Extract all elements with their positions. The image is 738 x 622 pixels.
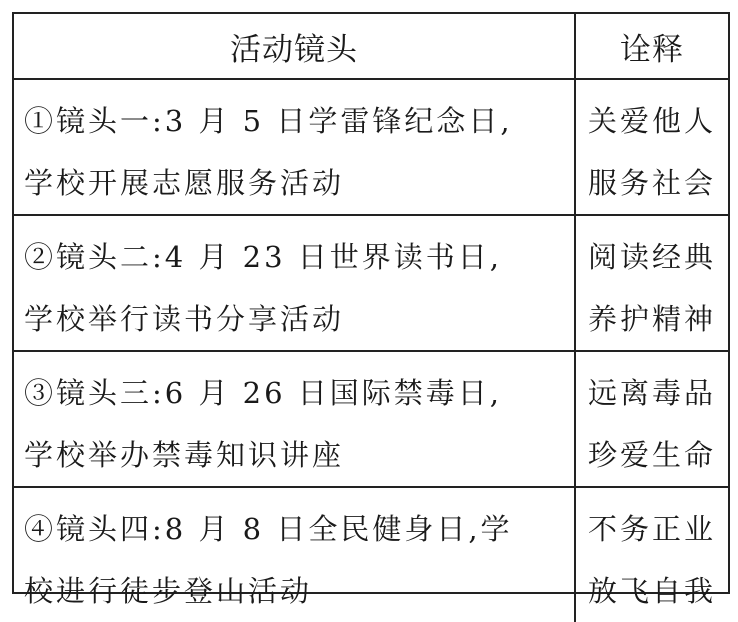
row-3-explanation-line-2: 珍爱生命: [587, 438, 716, 472]
row-4-explanation: [576, 488, 728, 622]
row-1-explanation-line-2: 服务社会: [587, 166, 716, 200]
row-2-explanation: [576, 216, 728, 352]
row-3-explanation: [576, 352, 728, 488]
row-3-activity-line-2: 学校举办禁毒知识讲座: [24, 438, 345, 472]
row-1-activity-line-1: ①镜头一:3 月 5 日学雷锋纪念日,: [24, 104, 513, 138]
row-1-activity: [14, 80, 576, 216]
row-4-explanation-line-2: 放飞自我: [587, 574, 716, 608]
row-2-activity: [14, 216, 576, 352]
row-4-activity-line-2: 校进行徒步登山活动: [24, 574, 313, 608]
row-4-activity-line-1: ④镜头四:8 月 8 日全民健身日,学: [24, 512, 513, 546]
row-4-explanation-line-1: 不务正业: [587, 512, 716, 546]
row-1-activity-line-2: 学校开展志愿服务活动: [24, 166, 345, 200]
row-3-explanation-line-1: 远离毒品: [587, 376, 716, 410]
row-3-activity: [14, 352, 576, 488]
header-explanation: 诠释: [576, 14, 728, 80]
row-3-activity-line-1: ③镜头三:6 月 26 日国际禁毒日,: [24, 376, 502, 410]
row-2-explanation-line-2: 养护精神: [587, 302, 716, 336]
row-4-activity: [14, 488, 576, 622]
row-2-activity-line-2: 学校举行读书分享活动: [24, 302, 345, 336]
row-2-activity-line-1: ②镜头二:4 月 23 日世界读书日,: [24, 240, 502, 274]
activity-table: [12, 12, 730, 608]
row-2-explanation-line-1: 阅读经典: [587, 240, 716, 274]
row-1-explanation-line-1: 关爱他人: [587, 104, 716, 138]
header-activity: 活动镜头: [14, 14, 576, 80]
row-1-explanation: [576, 80, 728, 216]
